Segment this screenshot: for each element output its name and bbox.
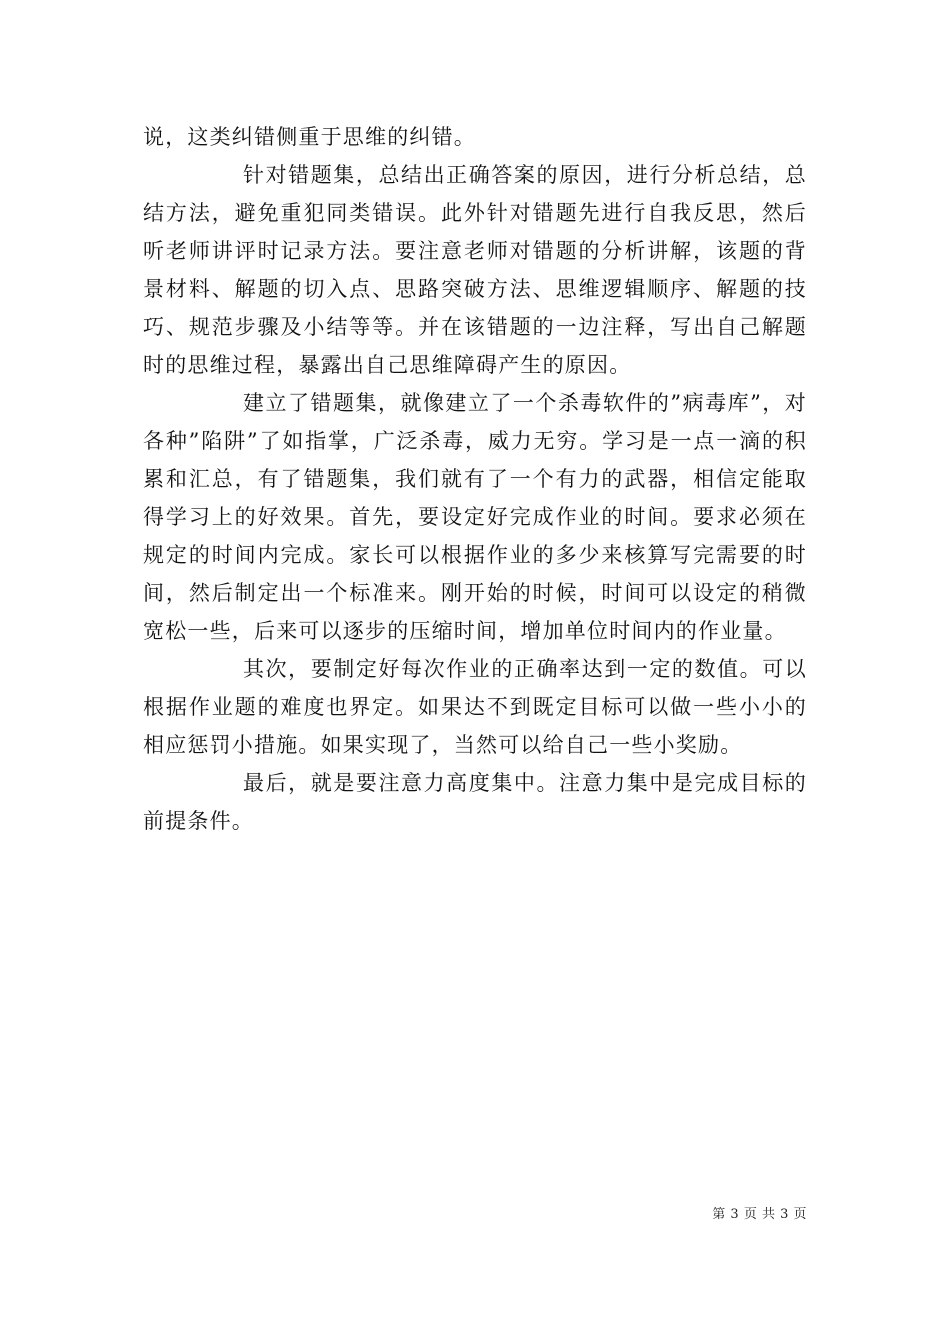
paragraph-concentration: 最后，就是要注意力高度集中。注意力集中是完成目标的前提条件。 — [143, 771, 807, 833]
paragraph-continuation: 说，这类纠错侧重于思维的纠错。 — [143, 125, 476, 149]
paragraph-virus-library-analogy: 建立了错题集，就像建立了一个杀毒软件的”病毒库”，对各种”陷阱”了如指掌，广泛杀毒，威力无穷。学习是一点一滴的积累和汇总，有了错题集，我们就有了一个有力的武器，相信定能取得学习上的好效果。首先，要设定好完成作业的时间。要求必须在规定的时间内完成。家长可以根据作业的多少来核算写完需要的时间，然后制定出一个标准来。刚开始的时候，时间可以设定的稍微宽松一些，后来可以逐步的压缩时间，增加单位时间内的作业量。 — [143, 391, 807, 643]
paragraph-accuracy-goal: 其次，要制定好每次作业的正确率达到一定的数值。可以根据作业题的难度也界定。如果达不到既定目标可以做一些小小的相应惩罚小措施。如果实现了，当然可以给自己一些小奖励。 — [143, 657, 807, 757]
paragraph-error-collection-summary: 针对错题集，总结出正确答案的原因，进行分析总结，总结方法，避免重犯同类错误。此外针对错题先进行自我反思，然后听老师讲评时记录方法。要注意老师对错题的分析讲解，该题的背景材料、解题的切入点、思路突破方法、思维逻辑顺序、解题的技巧、规范步骤及小结等等。并在该错题的一边注释，写出自己解题时的思维过程，暴露出自己思维障碍产生的原因。 — [143, 163, 807, 377]
page-number-footer: 第 3 页 共 3 页 — [712, 1207, 807, 1222]
document-body — [143, 118, 807, 840]
